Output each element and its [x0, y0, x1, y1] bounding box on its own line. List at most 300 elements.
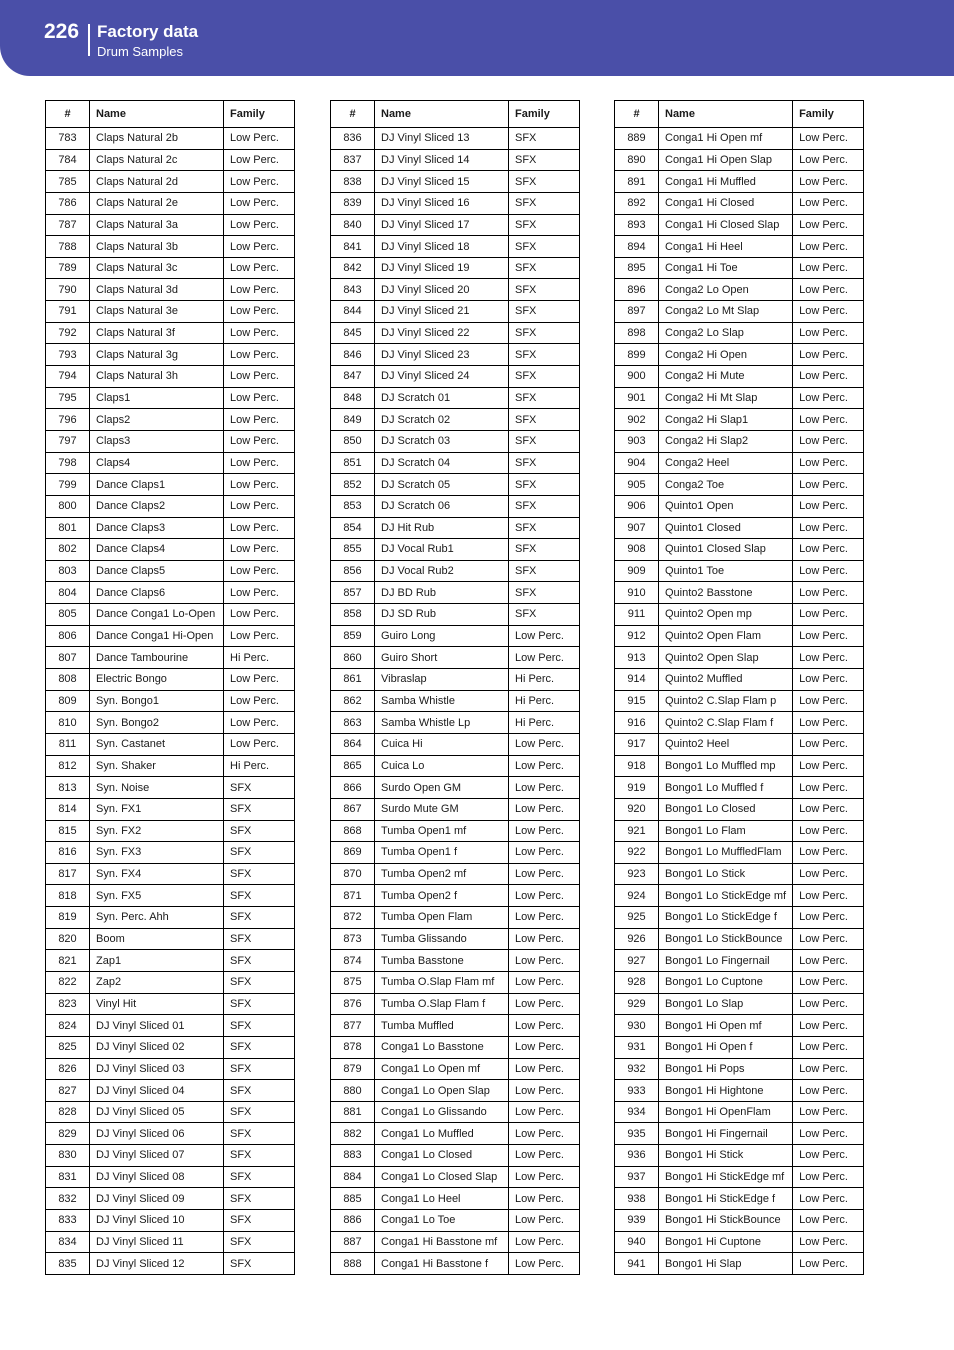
sample-name: DJ Vinyl Sliced 24	[375, 366, 509, 388]
sample-family: Low Perc.	[224, 387, 295, 409]
sample-number: 889	[615, 128, 659, 150]
sample-family: Low Perc.	[509, 755, 580, 777]
sample-number: 893	[615, 214, 659, 236]
column-header-name: Name	[375, 101, 509, 128]
table-row	[46, 1231, 295, 1253]
sample-family: Low Perc.	[793, 669, 864, 691]
sample-name: Dance Claps6	[90, 582, 224, 604]
sample-name: Claps Natural 3g	[90, 344, 224, 366]
table-row	[331, 1145, 580, 1167]
sample-name: DJ Vinyl Sliced 09	[90, 1188, 224, 1210]
sample-number: 895	[615, 257, 659, 279]
sample-family: Low Perc.	[224, 495, 295, 517]
sample-family: Low Perc.	[509, 647, 580, 669]
sample-number: 864	[331, 733, 375, 755]
table-row	[615, 777, 864, 799]
table-row	[615, 690, 864, 712]
sample-family: Low Perc.	[793, 344, 864, 366]
sample-number: 877	[331, 1015, 375, 1037]
sample-family: SFX	[224, 1145, 295, 1167]
table-row	[46, 171, 295, 193]
sample-name: Conga2 Lo Slap	[659, 322, 793, 344]
sample-family: Low Perc.	[793, 495, 864, 517]
sample-family: Low Perc.	[509, 907, 580, 929]
sample-family: SFX	[224, 820, 295, 842]
sample-number: 858	[331, 604, 375, 626]
sample-family: Low Perc.	[793, 1080, 864, 1102]
column-header-family: Family	[224, 101, 295, 128]
sample-number: 862	[331, 690, 375, 712]
table-row	[615, 1123, 864, 1145]
header-divider	[88, 24, 90, 56]
sample-name: Boom	[90, 928, 224, 950]
sample-name: Bongo1 Lo Cuptone	[659, 971, 793, 993]
sample-number: 865	[331, 755, 375, 777]
sample-family: Low Perc.	[509, 1058, 580, 1080]
sample-family: SFX	[224, 1166, 295, 1188]
sample-name: Conga1 Hi Basstone f	[375, 1253, 509, 1275]
sample-number: 785	[46, 171, 90, 193]
sample-name: Quinto1 Closed Slap	[659, 539, 793, 561]
table-row	[615, 928, 864, 950]
sample-number: 813	[46, 777, 90, 799]
sample-name: Quinto2 Muffled	[659, 669, 793, 691]
sample-number: 908	[615, 539, 659, 561]
sample-number: 894	[615, 236, 659, 258]
table-row	[615, 1166, 864, 1188]
table-row	[46, 387, 295, 409]
sample-number: 846	[331, 344, 375, 366]
table-row	[46, 907, 295, 929]
table-header-row	[331, 101, 580, 128]
sample-number: 917	[615, 733, 659, 755]
table-row	[331, 128, 580, 150]
sample-name: Bongo1 Hi Fingernail	[659, 1123, 793, 1145]
sample-name: Conga2 Hi Mute	[659, 366, 793, 388]
sample-name: Quinto1 Toe	[659, 560, 793, 582]
sample-name: Syn. Noise	[90, 777, 224, 799]
sample-number: 871	[331, 885, 375, 907]
sample-name: DJ Hit Rub	[375, 517, 509, 539]
sample-number: 866	[331, 777, 375, 799]
sample-number: 913	[615, 647, 659, 669]
sample-name: Tumba Open Flam	[375, 907, 509, 929]
sample-family: Low Perc.	[793, 1210, 864, 1232]
sample-family: SFX	[224, 1253, 295, 1275]
sample-name: Bongo1 Lo Flam	[659, 820, 793, 842]
table-row	[46, 560, 295, 582]
sample-number: 820	[46, 928, 90, 950]
sample-number: 832	[46, 1188, 90, 1210]
column-header-name: Name	[90, 101, 224, 128]
sample-name: Syn. FX1	[90, 798, 224, 820]
sample-number: 831	[46, 1166, 90, 1188]
sample-family: Low Perc.	[224, 366, 295, 388]
sample-name: DJ Scratch 06	[375, 495, 509, 517]
sample-family: SFX	[509, 495, 580, 517]
sample-number: 892	[615, 192, 659, 214]
sample-family: Low Perc.	[509, 1166, 580, 1188]
sample-family: Low Perc.	[509, 993, 580, 1015]
sample-number: 793	[46, 344, 90, 366]
sample-number: 898	[615, 322, 659, 344]
table-row	[331, 885, 580, 907]
table-row	[46, 452, 295, 474]
table-row	[46, 733, 295, 755]
table-header-row	[615, 101, 864, 128]
sample-family: Low Perc.	[793, 907, 864, 929]
sample-number: 904	[615, 452, 659, 474]
table-row	[46, 971, 295, 993]
table-row	[46, 1058, 295, 1080]
sample-name: DJ Vinyl Sliced 16	[375, 192, 509, 214]
table-row	[331, 495, 580, 517]
table-row	[46, 712, 295, 734]
sample-number: 839	[331, 192, 375, 214]
table-row	[615, 582, 864, 604]
sample-number: 857	[331, 582, 375, 604]
sample-name: Tumba Basstone	[375, 950, 509, 972]
table-row	[331, 366, 580, 388]
sample-number: 887	[331, 1231, 375, 1253]
table-row	[331, 322, 580, 344]
sample-number: 815	[46, 820, 90, 842]
sample-name: DJ Vinyl Sliced 04	[90, 1080, 224, 1102]
sample-number: 938	[615, 1188, 659, 1210]
sample-family: Low Perc.	[793, 560, 864, 582]
sample-number: 934	[615, 1101, 659, 1123]
sample-family: SFX	[509, 128, 580, 150]
sample-family: Low Perc.	[509, 777, 580, 799]
sample-number: 847	[331, 366, 375, 388]
table-row	[331, 777, 580, 799]
sample-family: Low Perc.	[793, 885, 864, 907]
sample-family: Low Perc.	[509, 1253, 580, 1275]
table-row	[46, 885, 295, 907]
sample-number: 784	[46, 149, 90, 171]
sample-name: DJ Scratch 01	[375, 387, 509, 409]
table-row	[615, 1231, 864, 1253]
sample-family: Low Perc.	[793, 322, 864, 344]
sample-name: Conga2 Toe	[659, 474, 793, 496]
table-row	[615, 257, 864, 279]
sample-family: SFX	[509, 539, 580, 561]
table-row	[615, 842, 864, 864]
sample-family: Low Perc.	[793, 128, 864, 150]
sample-family: Low Perc.	[509, 820, 580, 842]
table-row	[331, 301, 580, 323]
sample-name: Claps Natural 2d	[90, 171, 224, 193]
sample-family: SFX	[224, 1058, 295, 1080]
sample-number: 818	[46, 885, 90, 907]
sample-family: Low Perc.	[224, 322, 295, 344]
sample-name: Bongo1 Hi Hightone	[659, 1080, 793, 1102]
sample-name: Quinto2 Heel	[659, 733, 793, 755]
sample-name: Quinto1 Closed	[659, 517, 793, 539]
table-row	[615, 798, 864, 820]
sample-name: Quinto1 Open	[659, 495, 793, 517]
table-row	[615, 214, 864, 236]
sample-family: Low Perc.	[224, 257, 295, 279]
sample-name: Conga1 Hi Toe	[659, 257, 793, 279]
sample-name: Dance Claps1	[90, 474, 224, 496]
table-row	[331, 1210, 580, 1232]
table-row	[615, 1080, 864, 1102]
sample-family: Low Perc.	[793, 409, 864, 431]
table-row	[331, 474, 580, 496]
sample-family: SFX	[509, 517, 580, 539]
table-row	[331, 430, 580, 452]
sample-number: 870	[331, 863, 375, 885]
sample-name: Bongo1 Lo Muffled f	[659, 777, 793, 799]
table-row	[46, 344, 295, 366]
sample-number: 903	[615, 430, 659, 452]
sample-family: Low Perc.	[224, 560, 295, 582]
sample-name: Syn. Shaker	[90, 755, 224, 777]
sample-number: 884	[331, 1166, 375, 1188]
sample-name: Bongo1 Hi Open f	[659, 1036, 793, 1058]
sample-name: DJ Vinyl Sliced 03	[90, 1058, 224, 1080]
table-row	[331, 690, 580, 712]
sample-name: Conga1 Lo Heel	[375, 1188, 509, 1210]
sample-name: DJ Vocal Rub1	[375, 539, 509, 561]
table-row	[331, 712, 580, 734]
sample-family: Low Perc.	[793, 690, 864, 712]
sample-number: 803	[46, 560, 90, 582]
table-row	[331, 214, 580, 236]
sample-family: Low Perc.	[509, 885, 580, 907]
sample-number: 812	[46, 755, 90, 777]
table-row	[46, 279, 295, 301]
sample-number: 817	[46, 863, 90, 885]
sample-number: 924	[615, 885, 659, 907]
sample-family: Low Perc.	[793, 366, 864, 388]
table-row	[46, 1253, 295, 1275]
sample-number: 873	[331, 928, 375, 950]
table-row	[331, 452, 580, 474]
sample-name: DJ Vinyl Sliced 21	[375, 301, 509, 323]
sample-family: Low Perc.	[793, 993, 864, 1015]
sample-family: SFX	[509, 322, 580, 344]
sample-name: DJ Vinyl Sliced 17	[375, 214, 509, 236]
sample-number: 861	[331, 669, 375, 691]
table-row	[615, 755, 864, 777]
sample-family: Low Perc.	[793, 301, 864, 323]
sample-name: Syn. Castanet	[90, 733, 224, 755]
table-row	[46, 1210, 295, 1232]
table-row	[331, 950, 580, 972]
table-row	[615, 430, 864, 452]
table-row	[615, 971, 864, 993]
table-row	[46, 842, 295, 864]
table-row	[46, 950, 295, 972]
sample-family: SFX	[509, 430, 580, 452]
sample-family: SFX	[509, 149, 580, 171]
sample-number: 922	[615, 842, 659, 864]
sample-name: Vinyl Hit	[90, 993, 224, 1015]
sample-number: 935	[615, 1123, 659, 1145]
sample-name: Claps1	[90, 387, 224, 409]
table-row	[331, 517, 580, 539]
sample-number: 880	[331, 1080, 375, 1102]
sample-family: Low Perc.	[224, 690, 295, 712]
table-row	[331, 625, 580, 647]
sample-family: SFX	[224, 798, 295, 820]
sample-number: 867	[331, 798, 375, 820]
sample-family: Low Perc.	[793, 149, 864, 171]
table-row	[331, 842, 580, 864]
sample-number: 807	[46, 647, 90, 669]
sample-name: Dance Claps2	[90, 495, 224, 517]
sample-family: SFX	[224, 1101, 295, 1123]
table-row	[331, 387, 580, 409]
table-row	[331, 1123, 580, 1145]
table-row	[331, 1036, 580, 1058]
sample-family: Hi Perc.	[509, 690, 580, 712]
sample-number: 915	[615, 690, 659, 712]
sample-name: DJ Vinyl Sliced 18	[375, 236, 509, 258]
sample-family: Low Perc.	[793, 777, 864, 799]
sample-name: Claps Natural 3c	[90, 257, 224, 279]
table-row	[331, 192, 580, 214]
sample-name: Conga2 Heel	[659, 452, 793, 474]
sample-name: Quinto2 Open Slap	[659, 647, 793, 669]
sample-family: SFX	[509, 171, 580, 193]
sample-family: SFX	[509, 279, 580, 301]
table-row	[615, 604, 864, 626]
table-row	[331, 539, 580, 561]
table-row	[331, 604, 580, 626]
sample-name: DJ Vinyl Sliced 22	[375, 322, 509, 344]
sample-name: Bongo1 Hi StickBounce	[659, 1210, 793, 1232]
page-header	[0, 0, 954, 76]
table-row	[46, 301, 295, 323]
table-row	[615, 236, 864, 258]
sample-name: Conga2 Hi Slap1	[659, 409, 793, 431]
sample-name: Conga1 Hi Open mf	[659, 128, 793, 150]
table-row	[615, 1253, 864, 1275]
sample-family: Low Perc.	[509, 971, 580, 993]
sample-name: DJ Vinyl Sliced 14	[375, 149, 509, 171]
sample-number: 881	[331, 1101, 375, 1123]
sample-number: 927	[615, 950, 659, 972]
sample-number: 853	[331, 495, 375, 517]
sample-name: Bongo1 Hi OpenFlam	[659, 1101, 793, 1123]
sample-number: 837	[331, 149, 375, 171]
sample-family: SFX	[509, 257, 580, 279]
sample-family: Low Perc.	[793, 820, 864, 842]
sample-number: 932	[615, 1058, 659, 1080]
sample-name: Surdo Mute GM	[375, 798, 509, 820]
sample-name: Bongo1 Lo Stick	[659, 863, 793, 885]
sample-family: SFX	[224, 1015, 295, 1037]
page-subtitle: Drum Samples	[97, 44, 183, 59]
sample-name: Conga1 Lo Muffled	[375, 1123, 509, 1145]
sample-number: 791	[46, 301, 90, 323]
sample-family: SFX	[509, 452, 580, 474]
sample-family: Low Perc.	[509, 1123, 580, 1145]
table-row	[46, 1080, 295, 1102]
table-row	[331, 1166, 580, 1188]
sample-number: 911	[615, 604, 659, 626]
table-row	[615, 625, 864, 647]
sample-family: Low Perc.	[793, 950, 864, 972]
sample-family: Low Perc.	[509, 1210, 580, 1232]
sample-family: Low Perc.	[793, 712, 864, 734]
table-row	[615, 149, 864, 171]
sample-name: Conga1 Lo Closed Slap	[375, 1166, 509, 1188]
sample-number: 874	[331, 950, 375, 972]
sample-number: 798	[46, 452, 90, 474]
table-row	[615, 1145, 864, 1167]
table-row	[46, 604, 295, 626]
table-row	[46, 517, 295, 539]
table-row	[46, 1145, 295, 1167]
sample-name: Bongo1 Lo StickEdge f	[659, 907, 793, 929]
sample-name: Claps3	[90, 430, 224, 452]
table-row	[331, 798, 580, 820]
table-row	[331, 1101, 580, 1123]
sample-name: Bongo1 Lo Fingernail	[659, 950, 793, 972]
sample-name: Claps Natural 2c	[90, 149, 224, 171]
table-row	[615, 712, 864, 734]
sample-family: SFX	[224, 993, 295, 1015]
sample-name: Quinto2 C.Slap Flam p	[659, 690, 793, 712]
sample-number: 869	[331, 842, 375, 864]
sample-family: SFX	[224, 1210, 295, 1232]
sample-number: 848	[331, 387, 375, 409]
sample-number: 840	[331, 214, 375, 236]
sample-name: Tumba Open2 f	[375, 885, 509, 907]
sample-name: Tumba O.Slap Flam mf	[375, 971, 509, 993]
sample-family: Low Perc.	[793, 733, 864, 755]
sample-name: Bongo1 Lo Muffled mp	[659, 755, 793, 777]
sample-name: DJ Vinyl Sliced 05	[90, 1101, 224, 1123]
sample-family: Low Perc.	[793, 798, 864, 820]
table-row	[615, 907, 864, 929]
table-row	[615, 950, 864, 972]
sample-number: 921	[615, 820, 659, 842]
sample-family: SFX	[509, 560, 580, 582]
sample-number: 856	[331, 560, 375, 582]
table-row	[331, 1015, 580, 1037]
table-row	[615, 474, 864, 496]
sample-family: SFX	[509, 366, 580, 388]
column-header-family: Family	[793, 101, 864, 128]
sample-number: 788	[46, 236, 90, 258]
sample-name: Conga1 Lo Basstone	[375, 1036, 509, 1058]
sample-name: DJ SD Rub	[375, 604, 509, 626]
table-row	[46, 625, 295, 647]
table-row	[331, 755, 580, 777]
sample-number: 838	[331, 171, 375, 193]
sample-name: Syn. FX5	[90, 885, 224, 907]
table-row	[331, 907, 580, 929]
sample-family: Low Perc.	[793, 192, 864, 214]
sample-number: 930	[615, 1015, 659, 1037]
drum-samples-table-1	[45, 100, 295, 1275]
sample-family: SFX	[224, 863, 295, 885]
sample-number: 916	[615, 712, 659, 734]
table-row	[46, 928, 295, 950]
table-row	[331, 1231, 580, 1253]
sample-family: Low Perc.	[224, 474, 295, 496]
table-row	[331, 863, 580, 885]
sample-number: 899	[615, 344, 659, 366]
sample-number: 940	[615, 1231, 659, 1253]
table-row	[615, 820, 864, 842]
table-row	[46, 495, 295, 517]
